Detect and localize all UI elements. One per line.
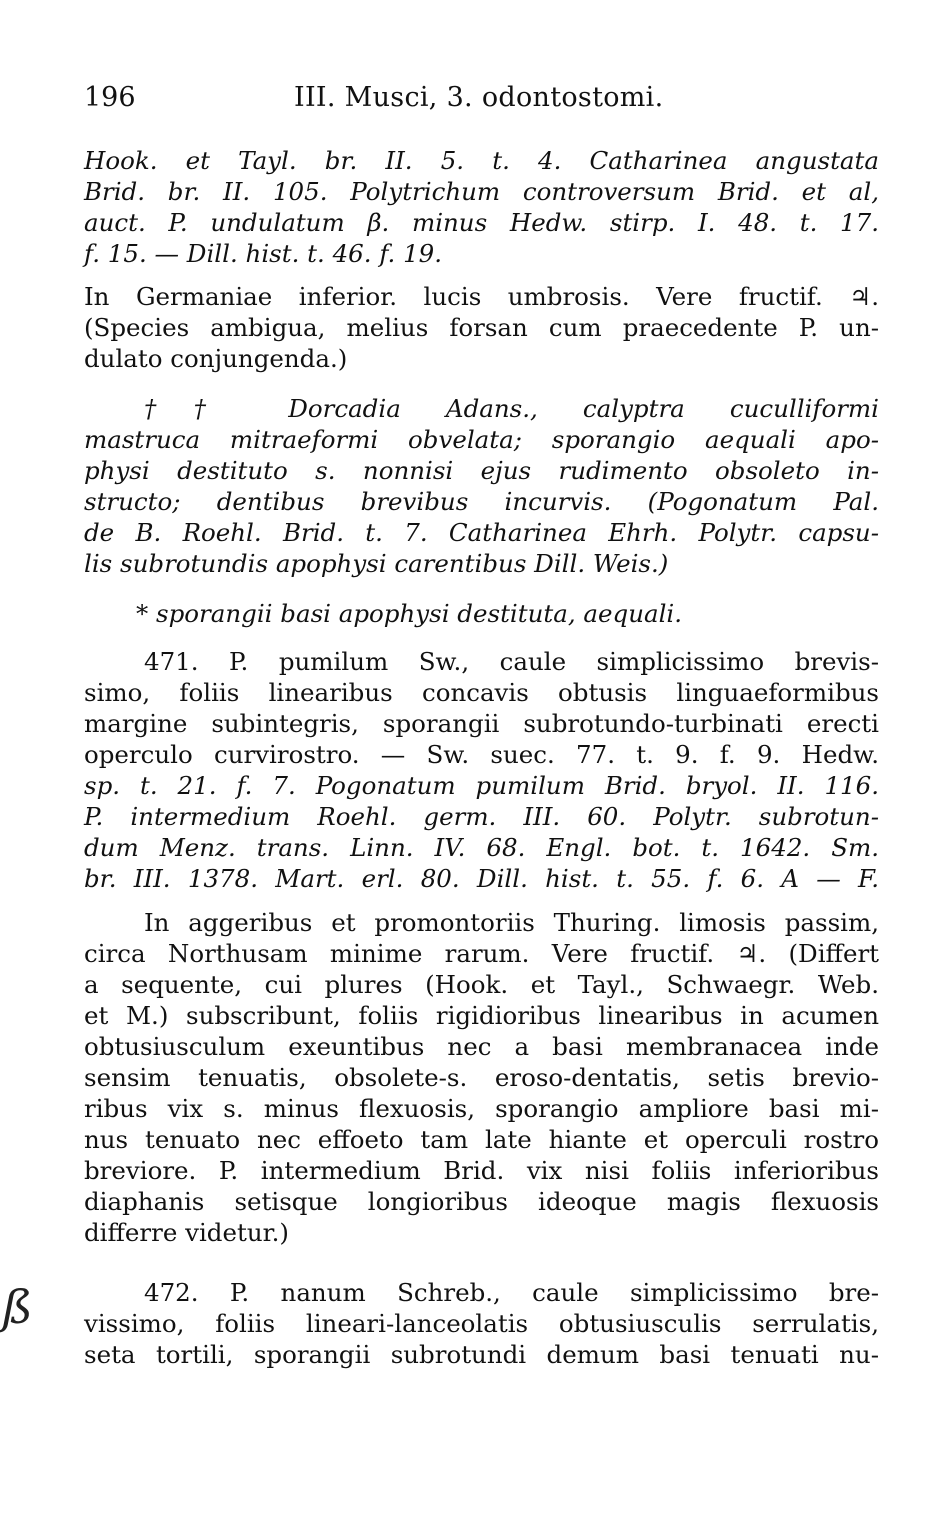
text-line: et M.) subscribunt, foliis rigidioribus linearibus in acumen	[84, 1001, 879, 1030]
text-line: Brid. br. II. 105. Polytrichum controversum Brid. et al,	[84, 177, 879, 206]
text-line: diaphanis setisque longioribus ideoque magis flexuosis	[84, 1187, 879, 1216]
text-line: vissimo, foliis lineari-lanceolatis obtusiusculis serrulatis,	[84, 1309, 879, 1338]
text-line: differre videtur.)	[84, 1218, 289, 1247]
text-line: simo, foliis linearibus concavis obtusis linguaeformibus	[84, 678, 879, 707]
text-line: In aggeribus et promontoriis Thuring. limosis passim,	[144, 908, 879, 937]
text-line: de B. Roehl. Brid. t. 7. Catharinea Ehrh. Polytr. capsu-	[84, 518, 879, 547]
species-entry-471: 471. P. pumilum Sw., caule simplicissimo brevis-	[144, 647, 879, 676]
text-line: mastruca mitraeformi obvelata; sporangio aequali apo-	[84, 425, 879, 454]
page-number: 196	[84, 82, 136, 113]
margin-handwritten-mark: ß	[2, 1280, 33, 1334]
text-line: obtusiusculum exeuntibus nec a basi membranacea inde	[84, 1032, 879, 1061]
text-line: breviore. P. intermedium Brid. vix nisi foliis inferioribus	[84, 1156, 879, 1185]
text-line: physi destituto s. nonnisi ejus rudimento obsoleto in-	[84, 456, 879, 485]
page-header	[84, 78, 684, 122]
text-line: P. intermedium Roehl. germ. III. 60. Polytr. subrotun-	[84, 802, 879, 831]
text-line: dulato conjungenda.)	[84, 344, 348, 373]
text-line: auct. P. undulatum β. minus Hedw. stirp. I. 48. t. 17.	[84, 208, 879, 237]
text-line: sp. t. 21. f. 7. Pogonatum pumilum Brid. bryol. II. 116.	[84, 771, 879, 800]
text-line: operculo curvirostro. — Sw. suec. 77. t. 9. f. 9. Hedw.	[84, 740, 879, 769]
species-entry-472: 472. P. nanum Schreb., caule simplicissimo bre-	[144, 1278, 879, 1307]
text-line: ribus vix s. minus flexuosis, sporangio ampliore basi mi-	[84, 1094, 879, 1123]
text-line: In Germaniae inferior. lucis umbrosis. Vere fructif. ♃.	[84, 282, 879, 311]
text-line: a sequente, cui plures (Hook. et Tayl., Schwaegr. Web.	[84, 970, 879, 999]
running-title: III. Musci, 3. odontostomi.	[294, 82, 664, 113]
text-line: br. III. 1378. Mart. erl. 80. Dill. hist. t. 55. f. 6. A — F.	[84, 864, 879, 893]
text-line: nus tenuato nec effoeto tam late hiante et operculi rostro	[84, 1125, 879, 1154]
text-line: dum Menz. trans. Linn. IV. 68. Engl. bot. t. 1642. Sm.	[84, 833, 879, 862]
text-line: margine subintegris, sporangii subrotundo-turbinati erecti	[84, 709, 879, 738]
text-line: lis subrotundis apophysi carentibus Dill. Weis.)	[84, 549, 669, 578]
section-heading: * sporangii basi apophysi destituta, aequali.	[136, 599, 683, 628]
text-line: structo; dentibus brevibus incurvis. (Pogonatum Pal.	[84, 487, 879, 516]
text-line: sensim tenuatis, obsolete-s. eroso-dentatis, setis brevio-	[84, 1063, 879, 1092]
text-line: Hook. et Tayl. br. II. 5. t. 4. Catharinea angustata	[84, 146, 879, 175]
text-line: (Species ambigua, melius forsan cum praecedente P. un-	[84, 313, 879, 342]
genus-heading: †† Dorcadia Adans., calyptra cuculliformi	[144, 394, 879, 423]
text-line: f. 15. — Dill. hist. t. 46. f. 19.	[84, 239, 443, 268]
text-line: circa Northusam minime rarum. Vere fructif. ♃. (Differt	[84, 939, 879, 968]
text-line: seta tortili, sporangii subrotundi demum basi tenuati nu-	[84, 1340, 879, 1369]
